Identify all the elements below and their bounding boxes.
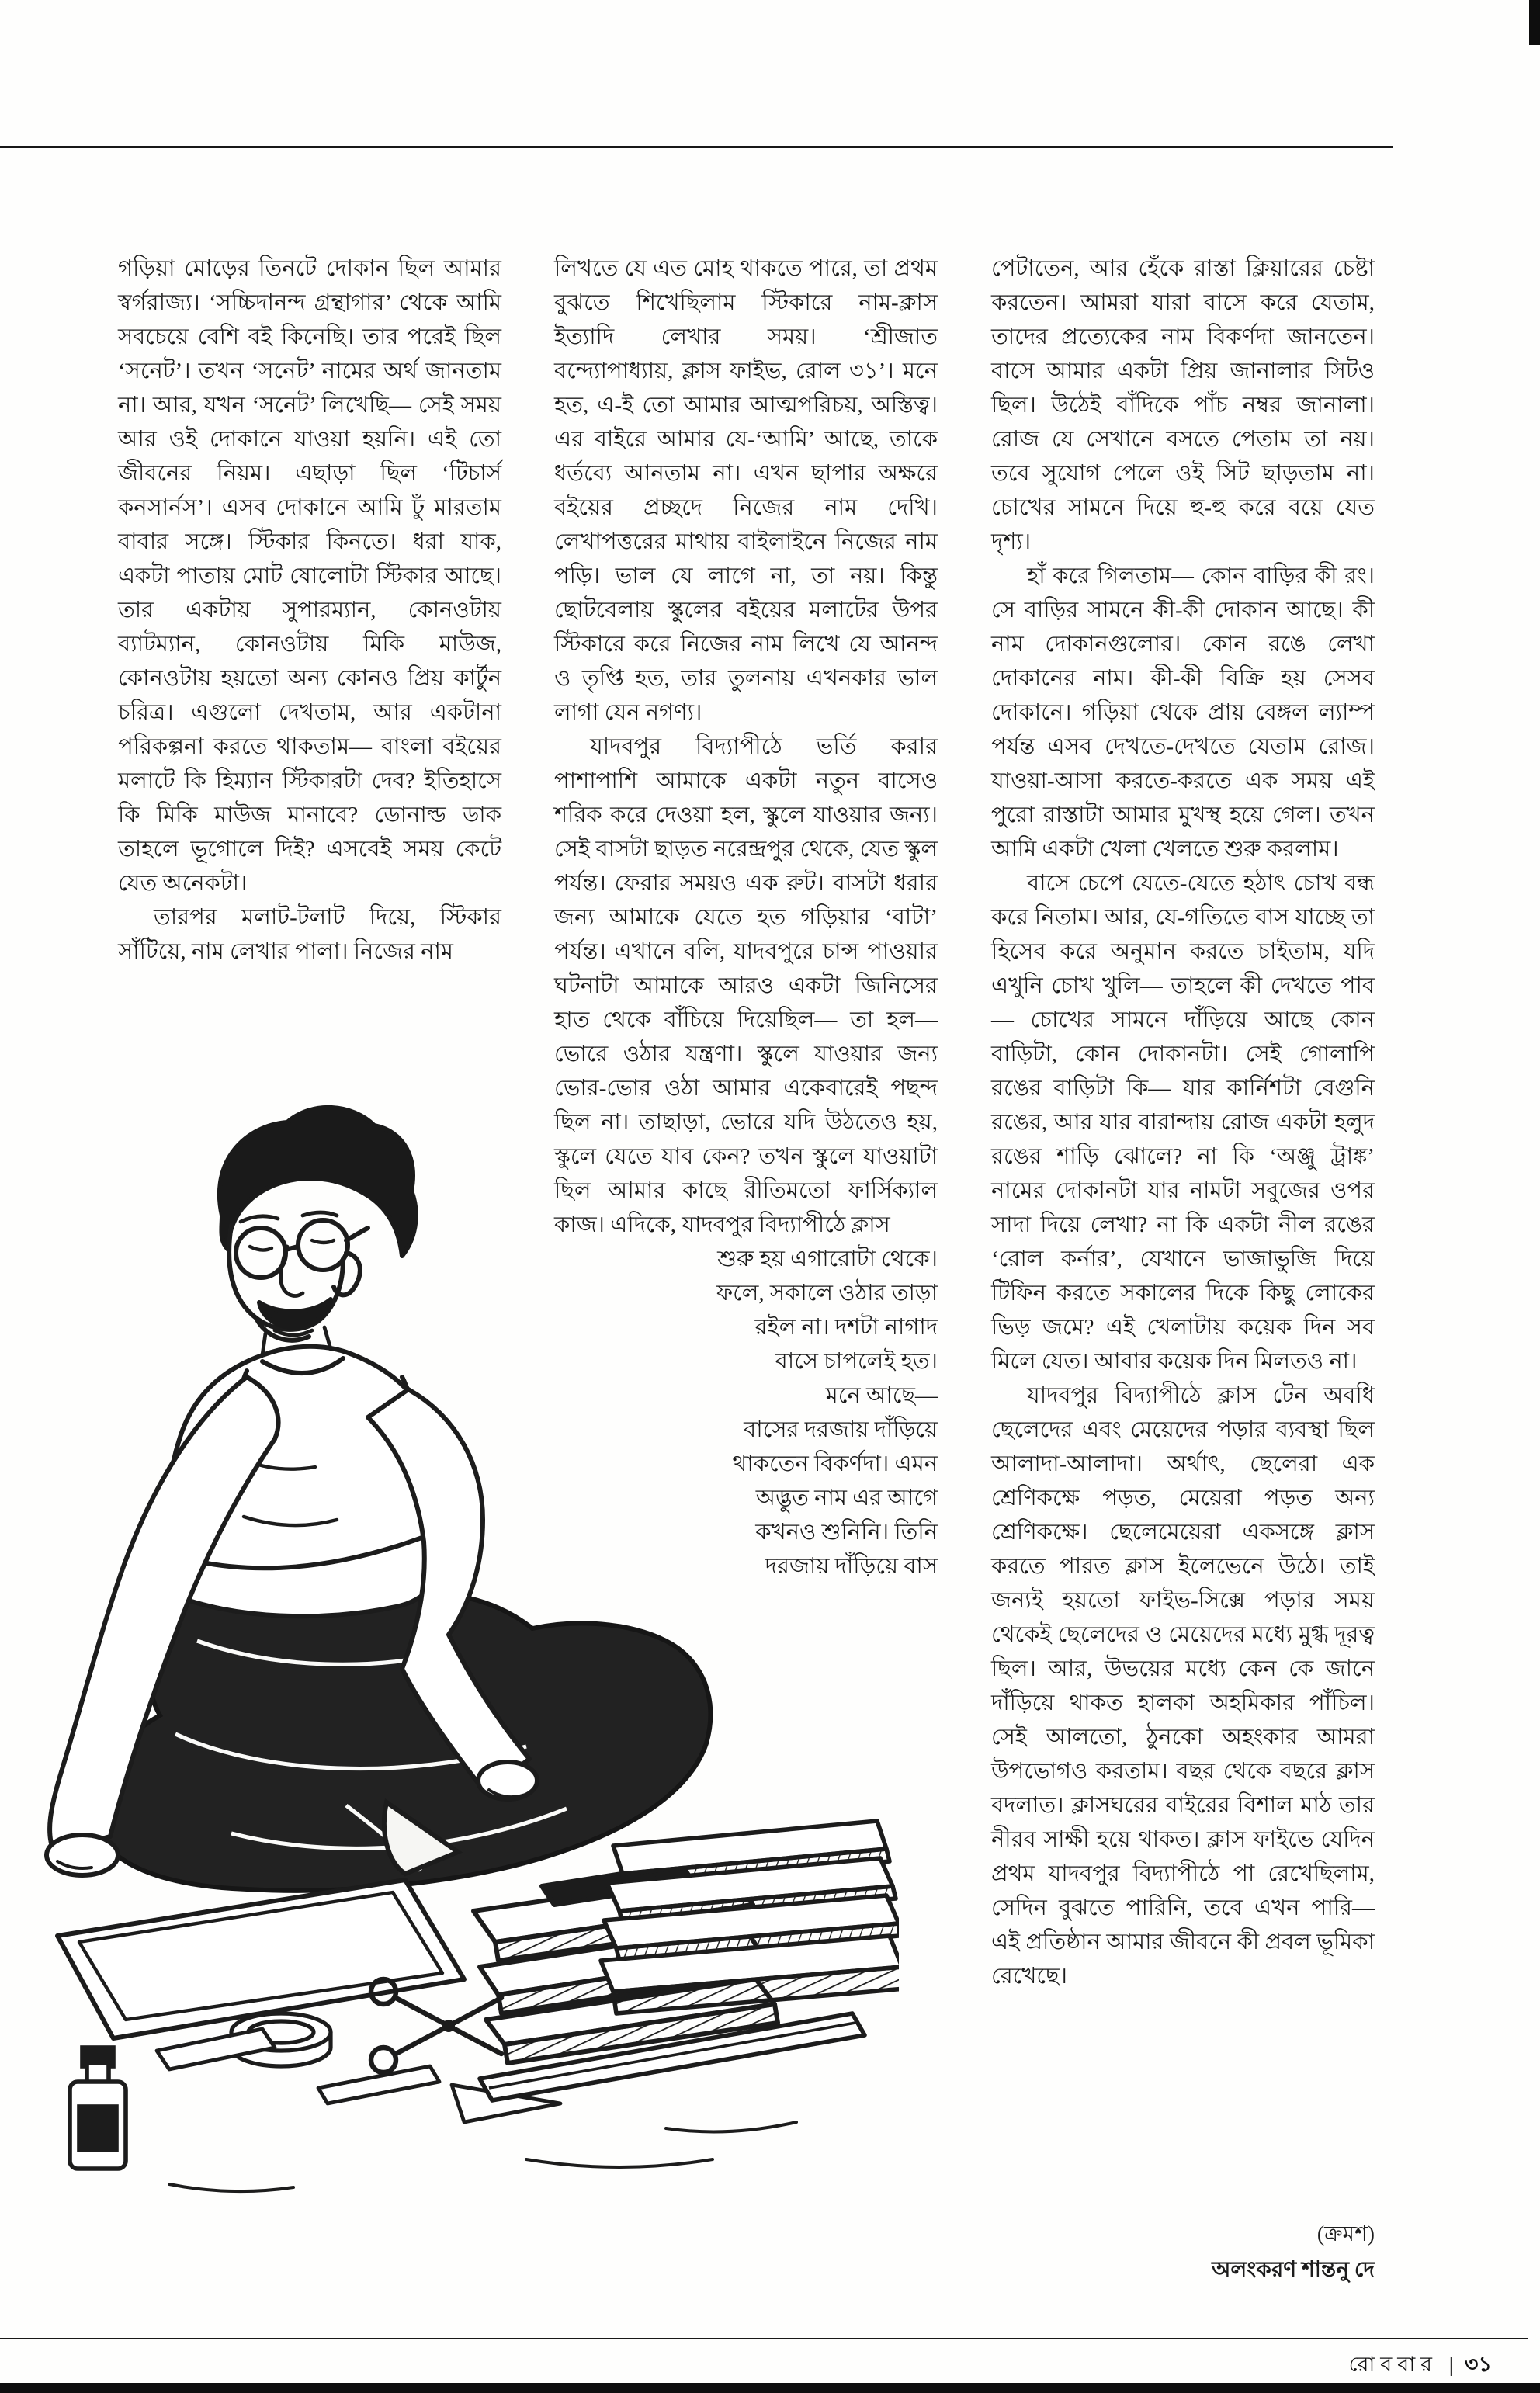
article-credits [991, 2217, 1375, 2288]
article-column-right [991, 251, 1375, 1993]
wrap-line: বাসে চাপলেই হত। [775, 1349, 938, 1374]
ground-shading [169, 2122, 796, 2191]
paragraph: হাঁ করে গিলতাম— কোন বাড়ির কী রং। সে বাড়ির সামনে কী-কী দোকান আছে। কী নাম দোকানগুলোর। কোন রঙে লেখা দোকানের নাম। কী-কী বিক্রি হয় সেসব দোকানে। গড়িয়া থেকে প্রায় বেঙ্গল ল্যাম্প পর্যন্ত এসব দেখতে-দেখতে যেতাম রোজ। যাওয়া-আসা করতে-করতে এক সময় এই পুরো রাস্তাটা আমার মুখস্থ হয়ে গেল। তখন আমি একটা খেলা খেলতে শুরু করলাম। [991, 564, 1375, 862]
paragraph: পেটাতেন, আর হেঁকে রাস্তা ক্লিয়ারের চেষ্টা করতেন। আমরা যারা বাসে করে যেতাম, তাদের প্রত্যেকের নাম বিকর্ণদা জানতেন। বাসে আমার একটা প্রিয় জানালার সিটও ছিল। উঠেই বাঁদিকে পাঁচ নম্বর জানালা। রোজ যে সেখানে বসতে পেতাম তা নয়। তবে সুযোগ পেলে ওই সিট ছাড়তাম না। চোখের সামনে দিয়ে হু-হু করে বয়ে যেত দৃশ্য। [991, 256, 1375, 554]
man-head [220, 1108, 416, 1355]
to-be-continued-note: (ক্রমশ) [1316, 2222, 1375, 2246]
page-footer [1349, 2349, 1492, 2384]
footer-divider: | [1448, 2353, 1454, 2376]
paragraph: বাসে চেপে যেতে-যেতে হঠাৎ চোখ বন্ধ করে নিতাম। আর, যে-গতিতে বাস যাচ্ছে তা হিসেব করে অনুমান করতে চাইতাম, যদি এখুনি চোখ খুলি— তাহলে কী দেখতে পাব— চোখের সামনে দাঁড়িয়ে আছে কোন বাড়িটা, কোন দোকানটা। সেই গোলাপি রঙের বাড়িটা কি— যার কার্নিশটা বেগুনি রঙের, আর যার বারান্দায় রোজ একটা হলুদ রঙের শাড়ি ঝোলে? না কি ‘অঞ্জু ট্রাঙ্ক’ নামের দোকানটা যার নামটা সবুজের ওপর সাদা দিয়ে লেখা? না কি একটা নীল রঙের ‘রোল কর্নার’, যেখানে ভাজাভুজি দিয়ে টিফিন করতে সকালের দিকে কিছু লোকের ভিড় জমে? এই খেলাটায় কয়েক দিন সব মিলে যেত। আবার কয়েক দিন মিলতও না। [991, 871, 1375, 1374]
wrap-line: বাসের দরজায় দাঁড়িয়ে [744, 1417, 938, 1442]
wrap-line: অদ্ভুত নাম এর আগে [755, 1486, 938, 1510]
top-rule [0, 146, 1393, 148]
page-edge-mark-top-right [1529, 0, 1540, 45]
article-column-left [118, 251, 501, 969]
magazine-name: রোববার [1348, 2353, 1438, 2376]
wrap-line: কখনও শুনিনি। তিনি [755, 1520, 938, 1545]
paragraph: গড়িয়া মোড়ের তিনটে দোকান ছিল আমার স্বর্গরাজ্য। ‘সচ্চিদানন্দ গ্রন্থাগার’ থেকে আমি সবচেয়ে বেশি বই কিনেছি। তার পরেই ছিল ‘সনেট’। তখন ‘সনেট’ নামের অর্থ জানতাম না। আর, যখন ‘সনেট’ লিখেছি— সেই সময় আর ওই দোকানে যাওয়া হয়নি। এই তো জীবনের নিয়ম। এছাড়া ছিল ‘টিচার্স কনসার্নস’। এসব দোকানে আমি ঢুঁ মারতাম বাবার সঙ্গে। স্টিকার কিনতে। ধরা যাক, একটা পাতায় মোট ষোলোটা স্টিকার আছে। তার একটায় সুপারম্যান, কোনওটায় ব্যাটম্যান, কোনওটায় মিকি মাউজ, কোনওটায় হয়তো অন্য কোনও প্রিয় কার্টুন চরিত্র। এগুলো দেখতাম, আর একটানা পরিকল্পনা করতে থাকতাম— বাংলা বইয়ের মলাটে কি হিম্যান স্টিকারটা দেব? ইতিহাসে কি মিকি মাউজ মানাবে? ডোনাল্ড ডাক তাহলে ভূগোলে দিই? এসবেই সময় কেটে যেত অনেকটা। [118, 256, 501, 896]
illustrator-credit: অলংকরণ শান্তনু দে [1212, 2258, 1375, 2282]
paragraph: লিখতে যে এত মোহ থাকতে পারে, তা প্রথম বুঝতে শিখেছিলাম স্টিকারে নাম-ক্লাস ইত্যাদি লেখার সময়। ‘শ্রীজাত বন্দ্যোপাধ্যায়, ক্লাস ফাইভ, রোল ৩১’। মনে হত, এ-ই তো আমার আত্মপরিচয়, অস্তিত্ব। এর বাইরে আমার যে-‘আমি’ আছে, তাকে ধর্তব্যে আনতাম না। এখন ছাপার অক্ষরে বইয়ের প্রচ্ছদে নিজের নাম দেখি। লেখাপত্তরের মাথায় বাইলাইনে নিজের নাম পড়ি। ভাল যে লাগে না, তা নয়। কিন্তু ছোটবেলায় স্কুলের বইয়ের মলাটের উপর স্টিকারে করে নিজের নাম লিখে যে আনন্দ ও তৃপ্তি হত, তার তুলনায় এখনকার ভাল লাগা যেন নগণ্য। [554, 256, 938, 725]
wrap-line: ফলে, সকালে ওঠার তাড়া [716, 1281, 938, 1306]
wrap-line: শুরু হয় এগারোটা থেকে। [717, 1247, 938, 1271]
seated-man-illustration [14, 1073, 899, 2253]
paragraph: যাদবপুর বিদ্যাপীঠে ক্লাস টেন অবধি ছেলেদের এবং মেয়েদের পড়ার ব্যবস্থা ছিল আলাদা-আলাদা। অর্থাৎ, ছেলেরা এক শ্রেণিকক্ষে পড়ত, মেয়েরা পড়ত অন্য শ্রেণিকক্ষে। ছেলেমেয়েরা একসঙ্গে ক্লাস করতে পারত ক্লাস ইলেভেনে উঠে। তাই জন্যই হয়তো ফাইভ-সিক্সে পড়ার সময় থেকেই ছেলেদের ও মেয়েদের মধ্যে মুগ্ধ দূরত্ব ছিল। আর, উভয়ের মধ্যে কেন কে জানে দাঁড়িয়ে থাকত হালকা অহমিকার পাঁচিল। সেই আলতো, ঠুনকো অহংকার আমরা উপভোগও করতাম। বছর থেকে বছরে ক্লাস বদলাত। ক্লাসঘরের বাইরের বিশাল মাঠ তার নীরব সাক্ষী হয়ে থাকত। ক্লাস ফাইভে যেদিন প্রথম যাদবপুর বিদ্যাপীঠে পা রেখেছিলাম, সেদিন বুঝতে পারিনি, তবে এখন পারি— এই প্রতিষ্ঠান আমার জীবনে কী প্রবল ভূমিকা রেখেছে। [991, 1383, 1375, 1989]
book-stack-right [601, 1821, 899, 2013]
wrap-line: দরজায় দাঁড়িয়ে বাস [765, 1554, 938, 1579]
wrap-line: থাকতেন বিকর্ণদা। এমন [732, 1451, 938, 1476]
glue-bottle [70, 2048, 126, 2169]
paragraph: তারপর মলাট-টলাট দিয়ে, স্টিকার সাঁটিয়ে, নাম লেখার পালা। নিজের নাম [118, 905, 501, 964]
wrap-line: মনে আছে— [825, 1383, 938, 1408]
wrap-line: রইল না। দশটা নাগাদ [754, 1315, 938, 1340]
page-number: ৩১ [1464, 2353, 1492, 2376]
illustration-svg [14, 1073, 899, 2253]
page-edge-strip-bottom [0, 2383, 1540, 2393]
paragraph: যাদবপুর বিদ্যাপীঠে ভর্তি করার পাশাপাশি আমাকে একটা নতুন বাসেও শরিক করে দেওয়া হল, স্কুলে যাওয়ার জন্য। সেই বাসটা ছাড়ত নরেন্দ্রপুর থেকে, যেত স্কুল পর্যন্ত। ফেরার সময়ও এক রুট। বাসটা ধরার জন্য আমাকে যেতে হত গড়িয়ার ‘বাটা’ পর্যন্ত। এখানে বলি, যাদবপুরে চান্স পাওয়ার ঘটনাটা আমাকে আরও একটা জিনিসের হাত থেকে বাঁচিয়ে দিয়েছিল— তা হল— ভোরে ওঠার যন্ত্রণা। স্কুলে যাওয়ার জন্য ভোর-ভোর ওঠা আমার একেবারেই পছন্দ ছিল না। তাছাড়া, ভোরে যদি উঠতেও হয়, স্কুলে যেতে যাব কেন? তখন স্কুলে যাওয়াটা ছিল আমার কাছে রীতিমতো ফার্সিক্যাল কাজ। এদিকে, যাদবপুর বিদ্যাপীঠে ক্লাস [554, 734, 938, 1237]
bottom-rule [0, 2338, 1528, 2339]
